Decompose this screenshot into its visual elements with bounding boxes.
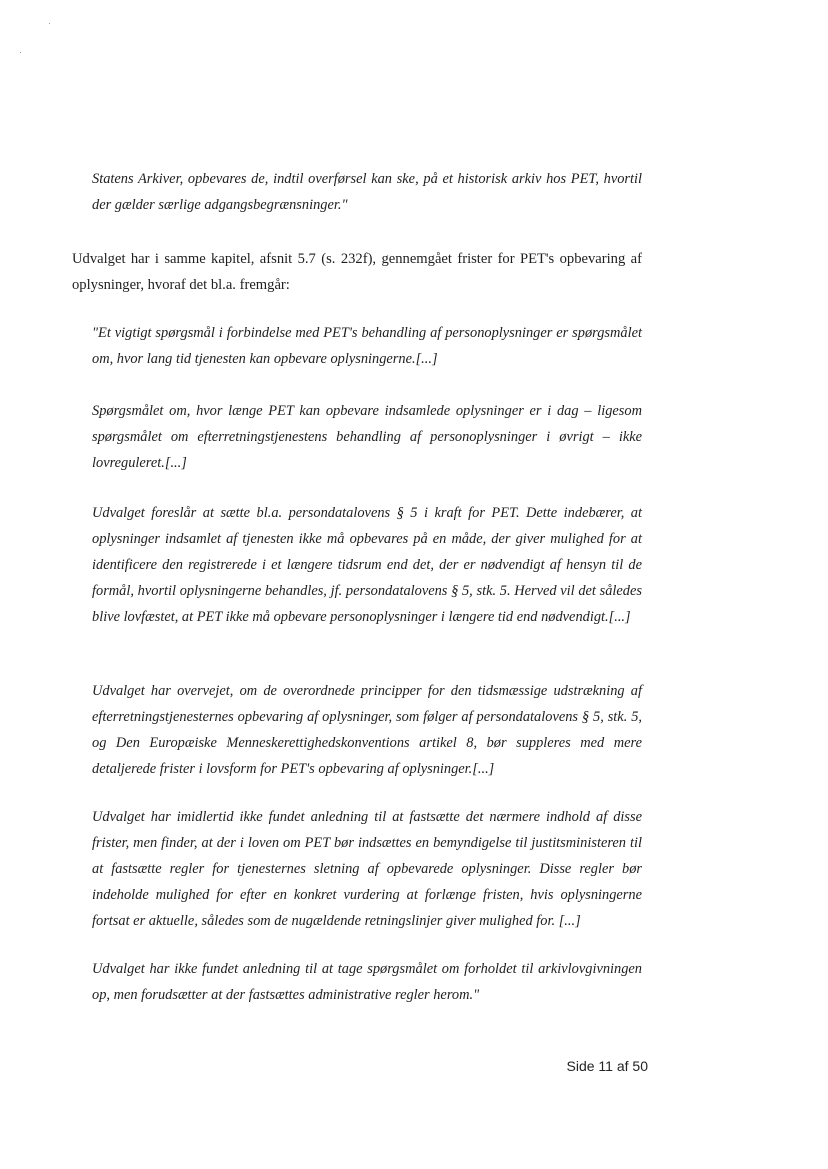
quote-intro: Statens Arkiver, opbevares de, indtil overførsel kan ske, på et historisk arkiv hos PET, hvortil der gælder særlige adgangsbegrænsninger."	[92, 171, 642, 213]
scan-speck	[49, 23, 50, 24]
quote-paragraph-6: Udvalget har ikke fundet anledning til at tage spørgsmålet om forholdet til arkivlovgivningen op, men forudsætter at der fastsættes administrative regler herom."	[92, 961, 642, 1003]
page-number: Side 11 af 50	[566, 1058, 648, 1074]
quote-paragraph-3: Udvalget foreslår at sætte bl.a. persondatalovens § 5 i kraft for PET. Dette indebærer, at oplysninger indsamlet af tjenesten ikke må opbevares på en måde, der giver mulighed for at identificere den registrerede i et længere tidsrum end det, der er nødvendigt af hensyn til de formål, hvortil oplysningerne behandles, jf. persondatalovens § 5, stk. 5. Herved vil det således blive lovfæstet, at PET ikke må opbevare personoplysninger i længere tid end nødvendigt.[...]	[92, 505, 642, 625]
quote-paragraph-4: Udvalget har overvejet, om de overordnede principper for den tidsmæssige udstrækning af efterretningstjenesternes opbevaring af oplysninger, som følger af persondatalovens § 5, stk. 5, og Den Europæiske Menneskerettighedskonventions artikel 8, bør suppleres med mere detaljerede frister i lovsform for PET's opbevaring af oplysninger.[...]	[92, 683, 642, 777]
quote-paragraph-1: "Et vigtigt spørgsmål i forbindelse med PET's behandling af personoplysninger er spørgsmålet om, hvor lang tid tjenesten kan opbevare oplysningerne.[...]	[92, 325, 642, 367]
scan-speck	[20, 52, 21, 53]
body-paragraph: Udvalget har i samme kapitel, afsnit 5.7 (s. 232f), gennemgået frister for PET's opbevaring af oplysninger, hvoraf det bl.a. fremgår:	[72, 251, 642, 293]
quote-paragraph-2: Spørgsmålet om, hvor længe PET kan opbevare indsamlede oplysninger er i dag – ligesom spørgsmålet om efterretningstjenestens behandling af personoplysninger i øvrigt – ikke lovreguleret.[...]	[92, 403, 642, 471]
quote-paragraph-5: Udvalget har imidlertid ikke fundet anledning til at fastsætte det nærmere indhold af disse frister, men finder, at der i loven om PET bør indsættes en bemyndigelse til justitsministeren til at fastsætte regler for tjenesternes sletning af opbevarede oplysninger. Disse regler bør indeholde mulighed for efter en konkret vurdering at forlænge fristen, hvis oplysningerne fortsat er aktuelle, således som de nugældende retningslinjer giver mulighed for. [...]	[92, 809, 642, 929]
